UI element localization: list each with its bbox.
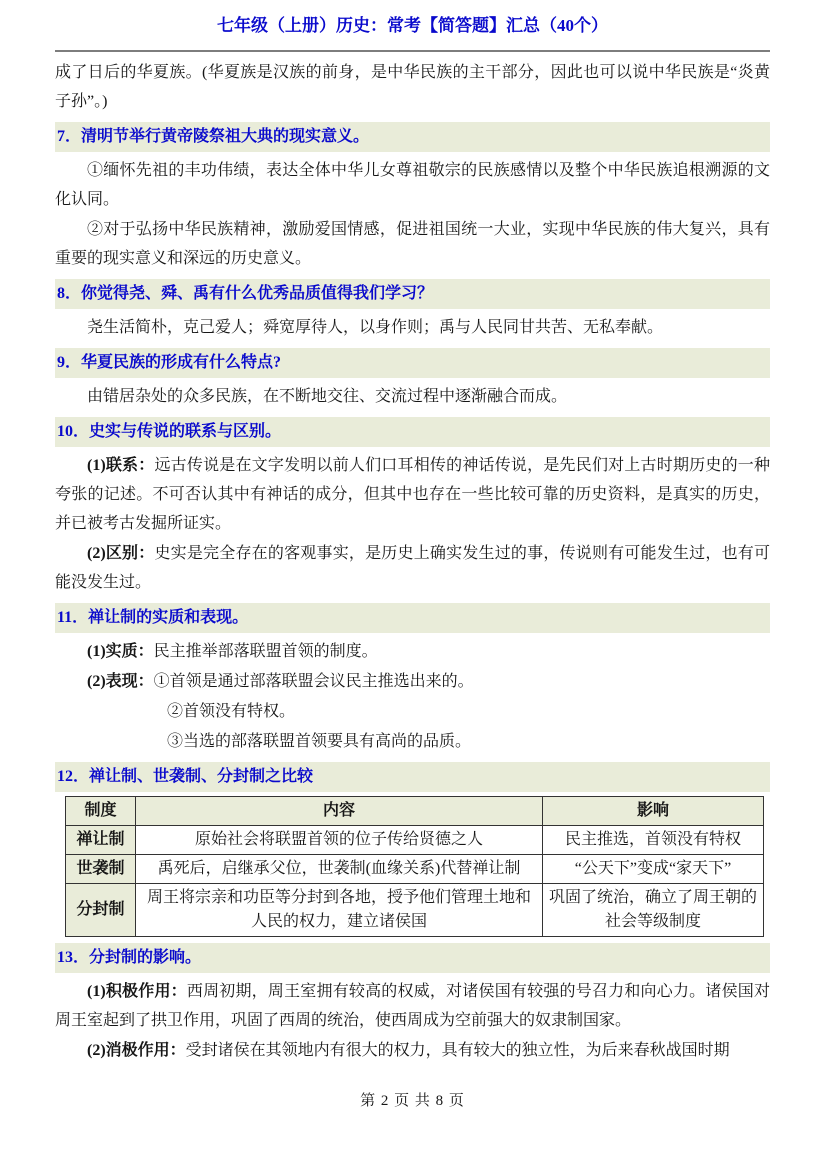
table-cell: 原始社会将联盟首领的位子传给贤德之人 [136,826,543,855]
table-cell: 分封制 [66,884,136,937]
table-row [66,826,764,855]
paragraph-label: (1)实质： [87,643,154,660]
table-row [66,884,764,937]
paragraph-text: 史实是完全存在的客观事实，是历史上确实发生过的事，传说则有可能发生过，也有可能没发生过。 [55,545,770,591]
section-12-heading: 12．禅让制、世袭制、分封制之比较 [55,762,770,792]
intro-paragraph: 成了日后的华夏族。(华夏族是汉族的前身，是中华民族的主干部分，因此也可以说中华民族是“炎黄子孙”。) [55,64,770,110]
table-header-cell: 制度 [66,797,136,826]
section-11-list-item: ③当选的部落联盟首领要具有高尚的品质。 [167,733,472,750]
comparison-table [65,796,764,937]
table-cell: “公天下”变成“家天下” [543,855,764,884]
paragraph-text: ①首领是通过部落联盟会议民主推选出来的。 [153,673,474,690]
page-title: 七年级（上册）历史：常考【简答题】汇总（40个） [217,16,608,35]
table-cell: 民主推选，首领没有特权 [543,826,764,855]
paragraph-text: 受封诸侯在其领地内有很大的权力，具有较大的独立性，为后来春秋战国时期 [185,1042,730,1059]
table-header-cell: 影响 [543,797,764,826]
section-8-paragraph: 尧生活简朴，克己爱人；舜宽厚待人，以身作则；禹与人民同甘共苦、无私奉献。 [87,319,664,336]
section-7-paragraph-1: ①缅怀先祖的丰功伟绩，表达全体中华儿女尊祖敬宗的民族感情以及整个中华民族追根溯源的文化认同。 [55,162,770,208]
table-header-cell: 内容 [136,797,543,826]
table-header-row [66,797,764,826]
section-7-paragraph-2: ②对于弘扬中华民族精神，激励爱国情感，促进祖国统一大业，实现中华民族的伟大复兴，具有重要的现实意义和深远的历史意义。 [55,221,770,267]
table-cell: 禅让制 [66,826,136,855]
section-9-heading: 9．华夏民族的形成有什么特点? [55,348,770,378]
table-cell: 禹死后，启继承父位，世袭制(血缘关系)代替禅让制 [136,855,543,884]
section-11-heading: 11．禅让制的实质和表现。 [55,603,770,633]
paragraph-label: (1)联系： [87,457,155,474]
section-10-paragraph-1 [55,451,770,538]
table-cell: 巩固了统治，确立了周王朝的社会等级制度 [543,884,764,937]
paragraph-label: (1)积极作用： [87,983,187,1000]
section-7-heading: 7．清明节举行黄帝陵祭祖大典的现实意义。 [55,122,770,152]
paragraph-label: (2)表现： [87,673,154,690]
section-13-heading: 13．分封制的影响。 [55,943,770,973]
table-cell: 周王将宗亲和功臣等分封到各地，授予他们管理土地和人民的权力，建立诸侯国 [136,884,543,937]
section-13-paragraph-2 [55,1036,770,1065]
section-8-heading: 8．你觉得尧、舜、禹有什么优秀品质值得我们学习？ [55,279,770,309]
paragraph-text: 远古传说是在文字发明以前人们口耳相传的神话传说，是先民们对上古时期历史的一种夸张的记述。不可否认其中有神话的成分，但其中也存在一些比较可靠的历史资料，是真实的历史，并已被考古发掘所证实。 [55,457,770,532]
section-10-heading: 10．史实与传说的联系与区别。 [55,417,770,447]
paragraph-text: 西周初期，周王室拥有较高的权威，对诸侯国有较强的号召力和向心力。诸侯国对周王室起到了拱卫作用，巩固了西周的统治，使西周成为空前强大的奴隶制国家。 [55,983,770,1029]
page-number: 第 2 页 共 8 页 [360,1093,465,1109]
section-11-paragraph-2 [55,667,770,696]
title-divider [55,50,770,52]
paragraph-label: (2)区别： [87,545,155,562]
paragraph-label: (2)消极作用： [87,1042,186,1059]
table-row [66,855,764,884]
paragraph-text: 民主推举部落联盟首领的制度。 [153,643,378,660]
section-9-paragraph: 由错居杂处的众多民族，在不断地交往、交流过程中逐渐融合而成。 [87,388,568,405]
section-11-paragraph-1 [55,637,770,666]
table-cell: 世袭制 [66,855,136,884]
section-13-paragraph-1 [55,977,770,1035]
section-11-list-item: ②首领没有特权。 [167,703,296,720]
section-10-paragraph-2 [55,539,770,597]
